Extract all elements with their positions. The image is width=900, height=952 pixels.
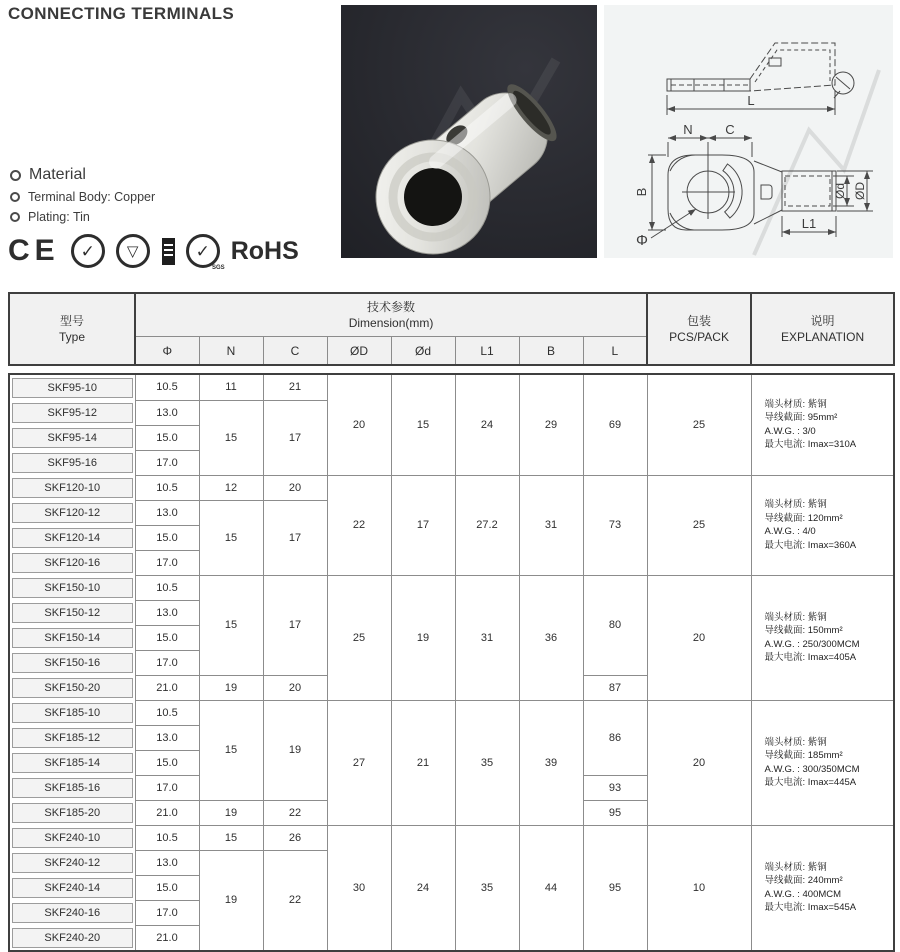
phi-cell: 13.0 [135,400,199,425]
spec-table-header [8,292,895,366]
triangle-icon: ▽ [126,242,139,260]
dimension-diagram [604,5,893,258]
spec-table-section [8,292,893,952]
c-cell: 19 [263,700,327,800]
n-cell: 15 [199,700,263,800]
Od-cell: 19 [391,575,455,700]
phi-cell: 10.5 [135,374,199,400]
check-icon: ✓ [195,241,210,261]
type-cell: SKF240-10 [12,828,133,848]
Od-cell: 15 [391,374,455,475]
type-cell: SKF120-10 [12,478,133,498]
OD-cell: 22 [327,475,391,575]
L-cell: 93 [583,775,647,800]
material-heading-row [10,166,155,184]
dim-label-phi: Φ [636,232,648,249]
c-cell: 26 [263,825,327,850]
B-cell: 36 [519,575,583,700]
phi-cell: 15.0 [135,425,199,450]
sgs-label: SGS [212,265,225,271]
type-cell: SKF150-14 [12,628,133,648]
c-cell: 22 [263,850,327,951]
Od-cell: 17 [391,475,455,575]
type-cell: SKF240-14 [12,878,133,898]
c-cell: 20 [263,475,327,500]
OD-cell: 30 [327,825,391,951]
table-row [9,374,894,400]
c-cell: 21 [263,374,327,400]
explanation-cell: 端头材质: 紫铜 导线截面: 240mm² A.W.G. : 400MCM 最大电流: Imax=545A [751,825,894,951]
type-cell: SKF150-10 [12,578,133,598]
dim-label-l1: L1 [801,216,817,231]
bullet-icon [10,192,20,202]
page-title: CONNECTING TERMINALS [8,4,235,23]
type-cell: SKF95-14 [12,428,133,448]
phi-cell: 17.0 [135,550,199,575]
pack-cell: 25 [647,475,751,575]
L1-cell: 35 [455,700,519,825]
type-cell: SKF95-16 [12,453,133,473]
L1-cell: 24 [455,374,519,475]
OD-cell: 20 [327,374,391,475]
dim-label-L: L [747,93,755,108]
phi-cell: 13.0 [135,600,199,625]
L-cell: 95 [583,825,647,951]
phi-cell: 17.0 [135,775,199,800]
material-item: Plating: Tin [28,210,90,224]
material-section [10,166,155,230]
header-pack: 包装 PCS/PACK [647,293,751,365]
phi-cell: 15.0 [135,525,199,550]
header-dim-OD: ØD [327,337,391,366]
quality-check-badge-icon [71,234,105,268]
type-cell: SKF120-14 [12,528,133,548]
material-item-row [10,190,155,204]
ukas-mark-icon [162,238,175,265]
type-cell: SKF240-12 [12,853,133,873]
dim-label-C: C [725,122,735,137]
c-cell: 17 [263,400,327,475]
material-item-row [10,210,155,224]
phi-cell: 15.0 [135,750,199,775]
type-cell: SKF240-20 [12,928,133,948]
L1-cell: 27.2 [455,475,519,575]
pack-cell: 20 [647,575,751,700]
L1-cell: 35 [455,825,519,951]
table-row [9,575,894,600]
dim-label-N: N [683,122,693,137]
L1-cell: 31 [455,575,519,700]
B-cell: 39 [519,700,583,825]
n-cell: 11 [199,374,263,400]
c-cell: 17 [263,500,327,575]
header-dim-c: C [263,337,327,366]
type-cell: SKF185-16 [12,778,133,798]
type-cell: SKF150-20 [12,678,133,698]
explanation-cell: 端头材质: 紫铜 导线截面: 150mm² A.W.G. : 250/300MCM 最大电流: Imax=405A [751,575,894,700]
L-cell: 87 [583,675,647,700]
type-cell: SKF120-16 [12,553,133,573]
dimension-diagram-graphic [604,5,893,258]
certifications-row [8,233,299,269]
n-cell: 15 [199,500,263,575]
rohs-mark: RoHS [230,236,299,265]
n-cell: 19 [199,850,263,951]
phi-cell: 21.0 [135,800,199,825]
header-dim-L: L [583,337,647,366]
type-cell: SKF185-12 [12,728,133,748]
phi-cell: 10.5 [135,475,199,500]
Od-cell: 24 [391,825,455,951]
header-type: 型号 Type [9,293,135,365]
phi-cell: 15.0 [135,875,199,900]
type-cell: SKF240-16 [12,903,133,923]
OD-cell: 27 [327,700,391,825]
phi-cell: 10.5 [135,700,199,725]
triangle-cert-badge-icon [116,234,150,268]
B-cell: 44 [519,825,583,951]
n-cell: 15 [199,575,263,675]
explanation-cell: 端头材质: 紫铜 导线截面: 185mm² A.W.G. : 300/350MCM 最大电流: Imax=445A [751,700,894,825]
phi-cell: 15.0 [135,625,199,650]
header-dim-phi: Φ [135,337,199,366]
type-cell: SKF120-12 [12,503,133,523]
phi-cell: 17.0 [135,900,199,925]
check-icon: ✓ [80,241,95,261]
ce-mark: CE [8,234,60,267]
OD-cell: 25 [327,575,391,700]
explanation-cell: 端头材质: 紫铜 导线截面: 95mm² A.W.G. : 3/0 最大电流: Imax=310A [751,374,894,475]
header-dimension: 技术参数 Dimension(mm) [135,293,647,337]
phi-cell: 21.0 [135,675,199,700]
dim-label-B: B [634,187,649,197]
header-dim-B: B [519,337,583,366]
header-dim-Od: Ød [391,337,455,366]
phi-cell: 10.5 [135,575,199,600]
spec-table-body [8,373,895,952]
type-cell: SKF185-14 [12,753,133,773]
header-explanation: 说明 EXPLANATION [751,293,894,365]
pack-cell: 20 [647,700,751,825]
type-cell: SKF150-16 [12,653,133,673]
sgs-badge-icon [186,234,225,271]
c-cell: 22 [263,800,327,825]
L-cell: 69 [583,374,647,475]
material-item: Terminal Body: Copper [28,190,156,204]
L-cell: 95 [583,800,647,825]
material-heading: Material [29,166,86,183]
phi-cell: 17.0 [135,450,199,475]
watermark [754,70,879,255]
header-dim-L1: L1 [455,337,519,366]
product-photo [341,5,597,258]
phi-cell: 13.0 [135,500,199,525]
L-cell: 80 [583,575,647,675]
header-dim-n: N [199,337,263,366]
n-cell: 15 [199,825,263,850]
L-cell: 86 [583,700,647,775]
c-cell: 17 [263,575,327,675]
phi-cell: 17.0 [135,650,199,675]
n-cell: 15 [199,400,263,475]
phi-cell: 13.0 [135,850,199,875]
pack-cell: 10 [647,825,751,951]
phi-cell: 13.0 [135,725,199,750]
c-cell: 20 [263,675,327,700]
explanation-cell: 端头材质: 紫铜 导线截面: 120mm² A.W.G. : 4/0 最大电流: Imax=360A [751,475,894,575]
table-row [9,825,894,850]
terminal-photo-graphic [341,5,597,258]
B-cell: 31 [519,475,583,575]
bullet-icon [10,170,21,181]
n-cell: 12 [199,475,263,500]
dim-label-od-big: ØD [853,182,867,200]
pack-cell: 25 [647,374,751,475]
type-cell: SKF185-10 [12,703,133,723]
bullet-icon [10,212,20,222]
dim-label-od-small: Ød [833,182,847,200]
table-row [9,700,894,725]
phi-cell: 10.5 [135,825,199,850]
type-cell: SKF95-10 [12,378,133,398]
n-cell: 19 [199,800,263,825]
phi-cell: 21.0 [135,925,199,951]
type-cell: SKF150-12 [12,603,133,623]
n-cell: 19 [199,675,263,700]
L-cell: 73 [583,475,647,575]
B-cell: 29 [519,374,583,475]
type-cell: SKF185-20 [12,803,133,823]
Od-cell: 21 [391,700,455,825]
table-row [9,475,894,500]
type-cell: SKF95-12 [12,403,133,423]
